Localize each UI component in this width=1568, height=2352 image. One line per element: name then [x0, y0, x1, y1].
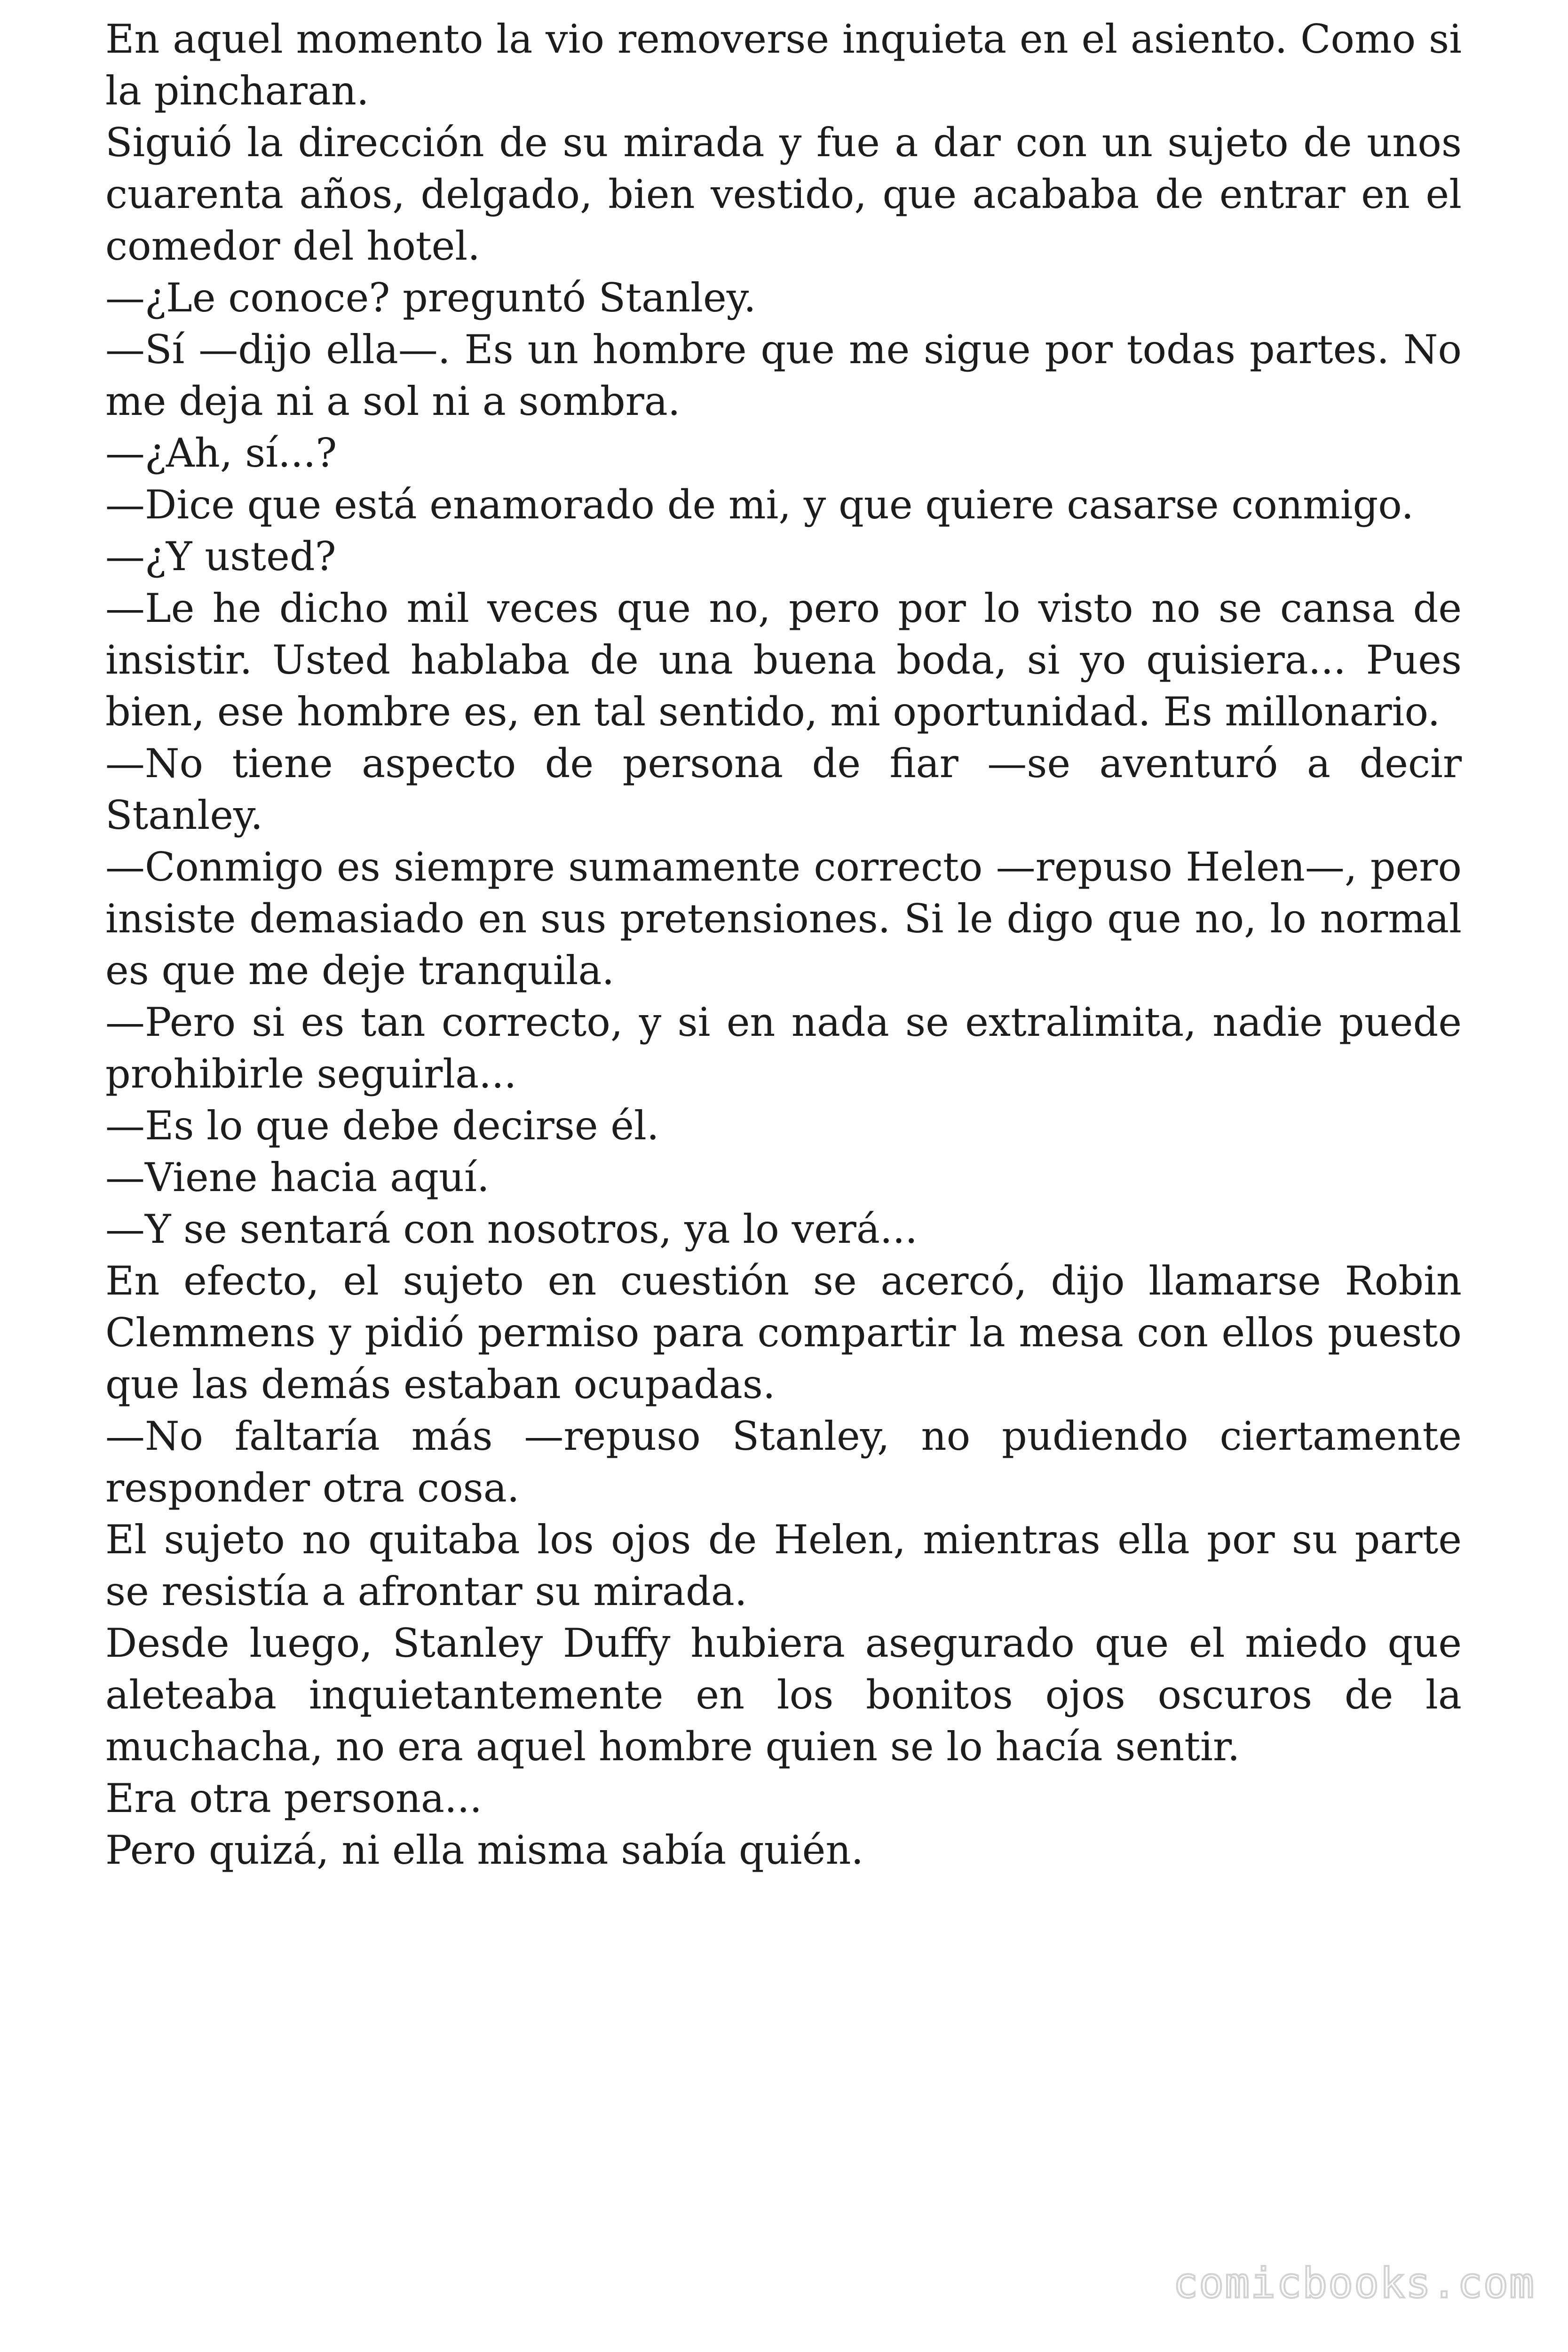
text-column	[105, 13, 1462, 1876]
paragraph: Pero quizá, ni ella misma sabía quién.	[105, 1827, 864, 1873]
paragraph: —Pero si es tan correcto, y si en nada se extralimita, nadie puede prohibirle seguirla...	[105, 999, 1462, 1097]
paragraph: —¿Y usted?	[105, 533, 336, 580]
paragraph: —No faltaría más —repuso Stanley, no pudiendo ciertamente responder otra cosa.	[105, 1413, 1462, 1511]
watermark: comicbooks.com	[1173, 2259, 1535, 2307]
paragraph: Desde luego, Stanley Duffy hubiera asegurado que el miedo que aleteaba inquietantemente en los bonitos ojos oscuros de la muchacha, no era aquel hombre quien se lo hacía sentir.	[105, 1620, 1462, 1770]
paragraph: Siguió la dirección de su mirada y fue a dar con un sujeto de unos cuarenta años, delgado, bien vestido, que acababa de entrar en el comedor del hotel.	[105, 119, 1462, 269]
paragraph: En efecto, el sujeto en cuestión se acercó, dijo llamarse Robin Clemmens y pidió permiso para compartir la mesa con ellos puesto que las demás estaban ocupadas.	[105, 1258, 1462, 1407]
paragraph: Era otra persona...	[105, 1775, 483, 1821]
paragraph: —Dice que está enamorado de mi, y que quiere casarse conmigo.	[105, 482, 1414, 528]
paragraph: —No tiene aspecto de persona de fiar —se aventuró a decir Stanley.	[105, 740, 1462, 838]
paragraph: —¿Ah, sí...?	[105, 430, 337, 476]
paragraph: —Sí —dijo ella—. Es un hombre que me sigue por todas partes. No me deja ni a sol ni a sombra.	[105, 326, 1462, 424]
paragraph: —Le he dicho mil veces que no, pero por lo visto no se cansa de insistir. Usted hablaba de una buena boda, si yo quisiera... Pues bien, ese hombre es, en tal sentido, mi oportunidad. Es millonario.	[105, 585, 1462, 735]
paragraph: —Viene hacia aquí.	[105, 1154, 490, 1200]
paragraph: —Conmigo es siempre sumamente correcto —repuso Helen—, pero insiste demasiado en sus pretensiones. Si le digo que no, lo normal es que me deje tranquila.	[105, 844, 1462, 993]
paragraph: —Y se sentará con nosotros, ya lo verá...	[105, 1206, 918, 1252]
paragraph: En aquel momento la vio removerse inquieta en el asiento. Como si la pincharan.	[105, 16, 1462, 114]
paragraph: —Es lo que debe decirse él.	[105, 1103, 659, 1149]
paragraph: —¿Le conoce? preguntó Stanley.	[105, 275, 756, 321]
paragraph: El sujeto no quitaba los ojos de Helen, mientras ella por su parte se resistía a afrontar su mirada.	[105, 1517, 1462, 1614]
